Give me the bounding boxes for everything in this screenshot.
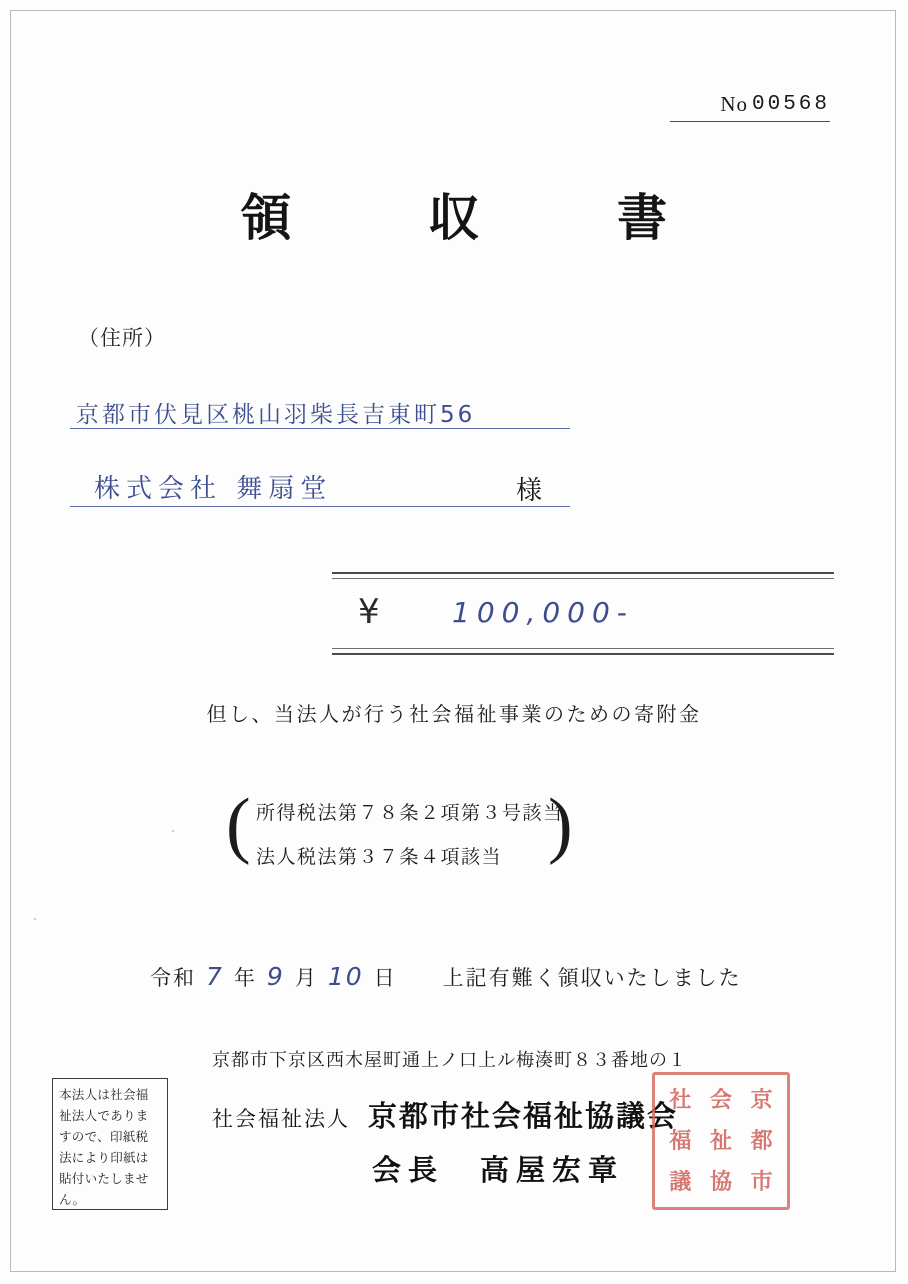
seal-char-4: 福: [669, 1127, 692, 1154]
acknowledgement-text: 上記有難く領収いたしました: [442, 966, 742, 990]
receipt-number: [670, 92, 830, 122]
tax-clause-line-1: 所得税法第７８条２項第３号該当: [256, 803, 564, 824]
tax-clause-line-2: 法人税法第３７条４項該当: [256, 847, 503, 868]
month-unit-label: 月: [294, 966, 318, 990]
paren-left-glyph: (: [226, 784, 251, 866]
issuer-address: 京都市下京区西木屋町通上ノ口上ル梅湊町８３番地の１: [212, 1050, 687, 1070]
number-mark-label: No: [720, 92, 748, 116]
issuer-chief: 会長 高屋宏章: [372, 1155, 625, 1187]
address-handwritten-value: 京都市伏見区桃山羽柴長吉東町56: [76, 402, 476, 428]
amount-handwritten-value: 100,000-: [452, 596, 634, 629]
number-value: 00568: [751, 93, 830, 116]
payer-handwritten-value: 株式会社 舞扇堂: [94, 474, 333, 504]
amount-rule-bottom: [332, 648, 834, 655]
tax-clause-group: [226, 784, 582, 890]
issuer-entity-kind: 社会福祉法人: [212, 1107, 350, 1131]
issuer-row: [212, 1094, 678, 1135]
seal-char-2: 会: [709, 1087, 732, 1114]
scan-speckle: [172, 830, 174, 832]
year-unit-label: 年: [233, 966, 257, 990]
date-row: [150, 962, 742, 992]
date-month-value: 9: [266, 962, 285, 991]
date-day-value: 10: [327, 962, 364, 991]
stamp-duty-note: 本法人は社会福祉法人でありますので、印紙税法により印紙は貼付いたしません。: [52, 1078, 168, 1210]
date-year-value: 7: [206, 962, 224, 991]
issuer-name: 京都市社会福祉協議会: [368, 1101, 679, 1133]
seal-char-3: 京: [750, 1087, 773, 1114]
seal-char-5: 祉: [709, 1127, 732, 1154]
address-label: （住所）: [78, 326, 166, 350]
seal-char-6: 都: [750, 1127, 773, 1154]
yen-symbol: ¥: [358, 592, 380, 632]
paren-right-glyph: ): [548, 784, 573, 866]
era-label: 令和: [150, 966, 196, 990]
scan-speckle: [34, 918, 36, 920]
purpose-text: 但し、当法人が行う社会福祉事業のための寄附金: [206, 704, 702, 726]
seal-characters: [660, 1080, 782, 1202]
official-seal: [652, 1072, 790, 1210]
payer-rule: [70, 506, 570, 507]
seal-char-1: 社: [669, 1087, 692, 1114]
amount-rule-top: [332, 572, 834, 579]
seal-char-9: 市: [750, 1168, 773, 1195]
day-unit-label: 日: [373, 966, 397, 990]
honorific-label: 様: [516, 476, 545, 505]
seal-char-8: 協: [709, 1168, 732, 1195]
seal-char-7: 議: [669, 1168, 692, 1195]
page-title: 領 収 書: [241, 188, 711, 247]
address-rule: [70, 428, 570, 429]
